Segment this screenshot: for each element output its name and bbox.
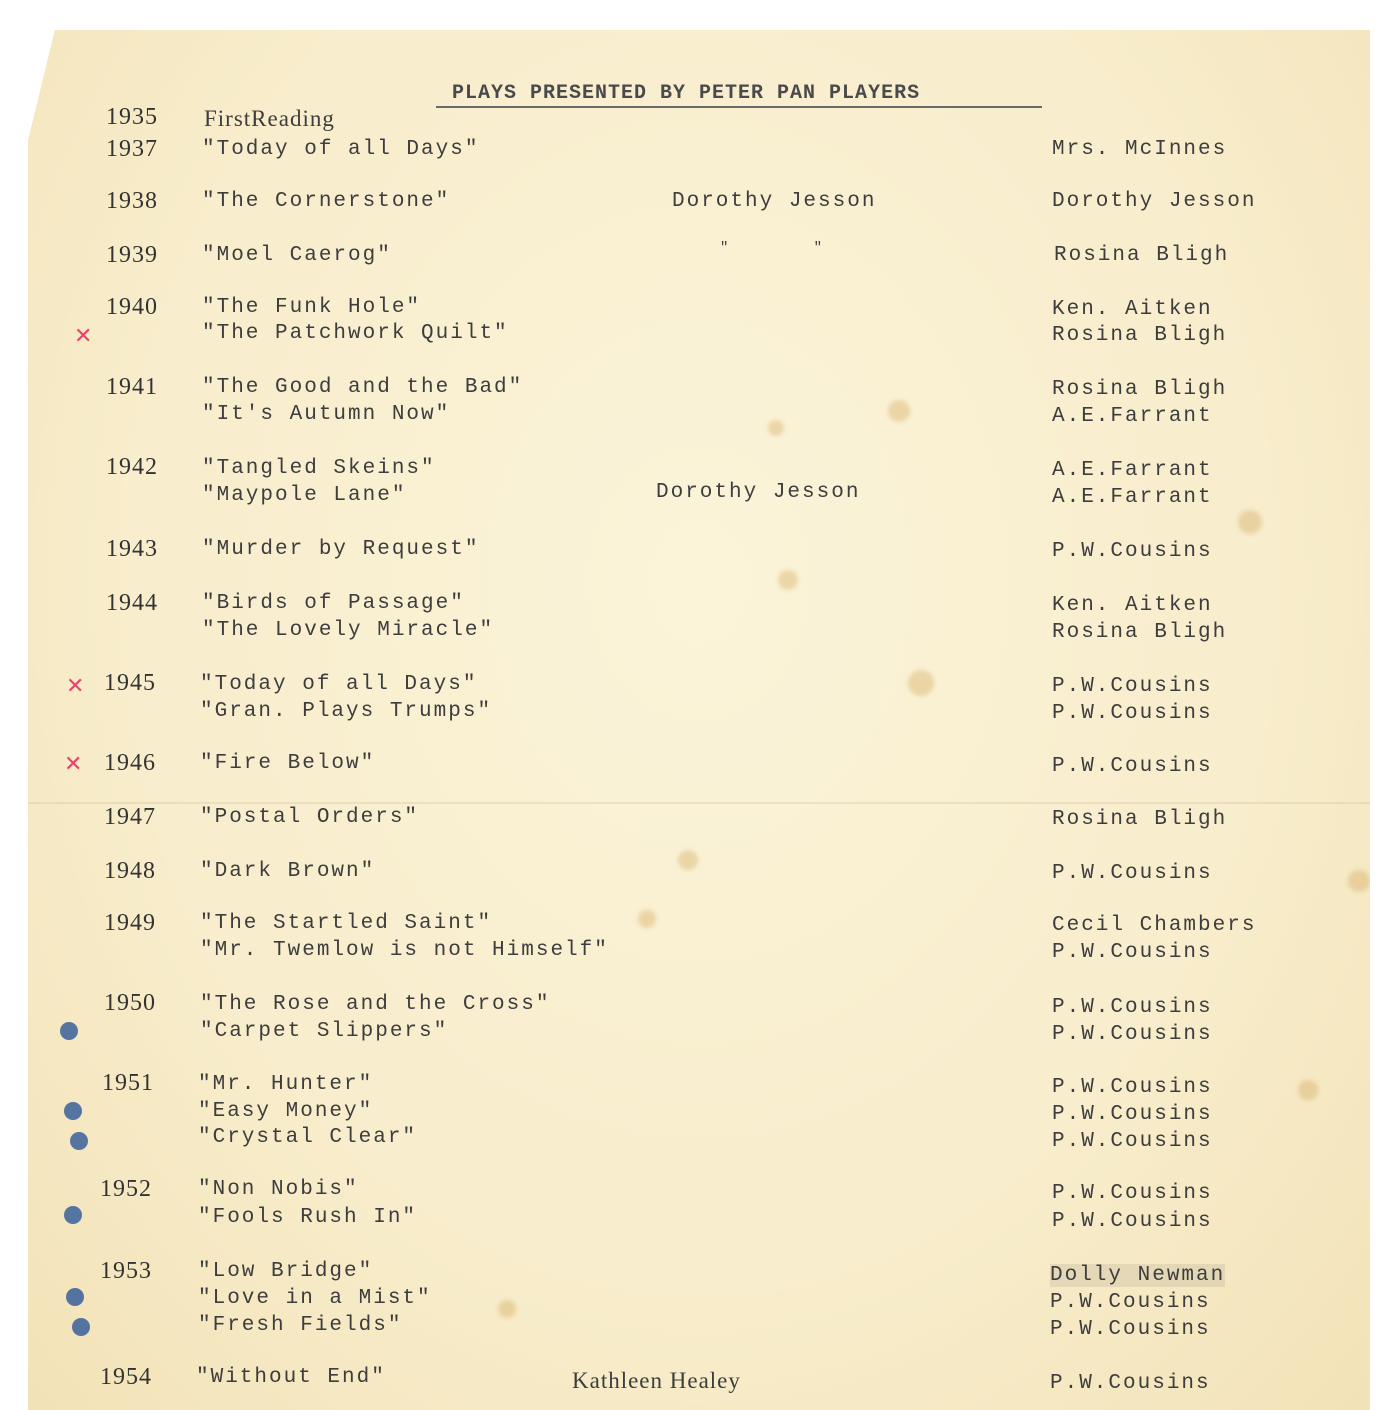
producer: P.W.Cousins [1052, 1130, 1213, 1153]
producer: Cecil Chambers [1052, 914, 1257, 937]
year: 1935 [106, 104, 158, 130]
producer: Ken. Aitken [1052, 594, 1213, 617]
producer: P.W.Cousins [1052, 702, 1213, 725]
producer: P.W.Cousins [1052, 1076, 1213, 1099]
play-title: "Moel Caerog" [202, 244, 392, 267]
play-title: "The Startled Saint" [200, 912, 493, 935]
document-title: PLAYS PRESENTED BY PETER PAN PLAYERS [452, 82, 921, 105]
producer: P.W.Cousins [1052, 1182, 1213, 1205]
play-title: "The Rose and the Cross" [200, 993, 551, 1016]
play-title: "Postal Orders" [200, 806, 420, 829]
play-title: "Fresh Fields" [198, 1314, 403, 1337]
producer: Rosina Bligh [1052, 621, 1228, 644]
play-title: "Crystal Clear" [198, 1126, 418, 1149]
play-title: "Today of all Days" [202, 138, 480, 161]
producer: Mrs. McInnes [1052, 138, 1228, 161]
year: 1952 [100, 1176, 152, 1202]
producer: Ken. Aitken [1052, 298, 1213, 321]
author: Dorothy Jesson [672, 190, 877, 213]
play-title: "Dark Brown" [200, 860, 376, 883]
play-title: FirstReading [204, 106, 335, 131]
producer: P.W.Cousins [1052, 996, 1213, 1019]
play-title: "The Cornerstone" [202, 190, 451, 213]
producer: Dorothy Jesson [1052, 190, 1257, 213]
year: 1946 [104, 750, 156, 776]
year: 1953 [100, 1258, 152, 1284]
play-title: "The Good and the Bad" [202, 376, 524, 399]
stain [1298, 1080, 1318, 1100]
play-title: "Without End" [196, 1366, 386, 1389]
year: 1938 [106, 188, 158, 214]
author: Dorothy Jesson [656, 481, 861, 504]
producer: A.E.Farrant [1052, 486, 1213, 509]
stain [768, 420, 784, 436]
blue-dot-mark-icon [72, 1318, 90, 1336]
stain [908, 670, 934, 696]
producer: P.W.Cousins [1050, 1291, 1211, 1314]
producer: P.W.Cousins [1050, 1318, 1211, 1341]
play-title: "Tangled Skeins" [202, 457, 436, 480]
red-x-mark-icon: ✕ [66, 674, 85, 699]
stain [498, 1300, 516, 1318]
producer: Rosina Bligh [1054, 244, 1230, 267]
producer: A.E.Farrant [1052, 459, 1213, 482]
stain [1238, 510, 1262, 534]
year: 1944 [106, 590, 158, 616]
year: 1948 [104, 858, 156, 884]
producer: Rosina Bligh [1052, 378, 1228, 401]
year: 1950 [104, 990, 156, 1016]
producer: P.W.Cousins [1052, 1103, 1213, 1126]
year: 1939 [106, 242, 158, 268]
blue-dot-mark-icon [70, 1132, 88, 1150]
play-title: "Fools Rush In" [198, 1206, 418, 1229]
stain [678, 850, 698, 870]
red-x-mark-icon: ✕ [64, 752, 83, 777]
stain [1348, 870, 1370, 892]
producer: A.E.Farrant [1052, 405, 1213, 428]
ditto-mark: " " [720, 240, 825, 256]
year: 1941 [106, 374, 158, 400]
producer: P.W.Cousins [1052, 675, 1213, 698]
play-title: "Easy Money" [198, 1100, 374, 1123]
play-title: "It's Autumn Now" [202, 403, 451, 426]
blue-dot-mark-icon [64, 1102, 82, 1120]
producer: P.W.Cousins [1050, 1372, 1211, 1395]
play-title: "The Funk Hole" [202, 296, 422, 319]
stain [888, 400, 910, 422]
year: 1954 [100, 1364, 152, 1390]
producer: P.W.Cousins [1052, 540, 1213, 563]
producer: P.W.Cousins [1052, 941, 1213, 964]
year: 1949 [104, 910, 156, 936]
play-title: "Today of all Days" [200, 673, 478, 696]
year: 1945 [104, 670, 156, 696]
play-title: "Mr. Twemlow is not Himself" [200, 939, 609, 962]
year: 1942 [106, 454, 158, 480]
blue-dot-mark-icon [64, 1206, 82, 1224]
play-title: "Carpet Slippers" [200, 1020, 449, 1043]
play-title: "Fire Below" [200, 752, 376, 775]
play-title: "Non Nobis" [198, 1178, 359, 1201]
producer: P.W.Cousins [1052, 1210, 1213, 1233]
year: 1940 [106, 294, 158, 320]
producer: P.W.Cousins [1052, 1023, 1213, 1046]
stain [638, 910, 656, 928]
play-title: "Low Bridge" [198, 1260, 374, 1283]
producer: Rosina Bligh [1052, 808, 1228, 831]
red-x-mark-icon: ✕ [74, 324, 93, 349]
producer: Rosina Bligh [1052, 324, 1228, 347]
author: Kathleen Healey [572, 1368, 741, 1393]
play-title: "Mr. Hunter" [198, 1073, 374, 1096]
producer: Dolly Newman [1050, 1264, 1226, 1287]
year: 1943 [106, 536, 158, 562]
year: 1937 [106, 136, 158, 162]
play-title: "Maypole Lane" [202, 484, 407, 507]
year: 1947 [104, 804, 156, 830]
play-title: "The Patchwork Quilt" [202, 322, 509, 345]
play-title: "The Lovely Miracle" [202, 619, 495, 642]
play-title: "Gran. Plays Trumps" [200, 700, 493, 723]
stain [778, 570, 798, 590]
play-title: "Love in a Mist" [198, 1287, 432, 1310]
producer: P.W.Cousins [1052, 862, 1213, 885]
title-underline [436, 106, 1042, 108]
blue-dot-mark-icon [66, 1288, 84, 1306]
play-title: "Murder by Request" [202, 538, 480, 561]
producer: P.W.Cousins [1052, 755, 1213, 778]
play-title: "Birds of Passage" [202, 592, 465, 615]
year: 1951 [102, 1070, 154, 1096]
blue-dot-mark-icon [60, 1022, 78, 1040]
